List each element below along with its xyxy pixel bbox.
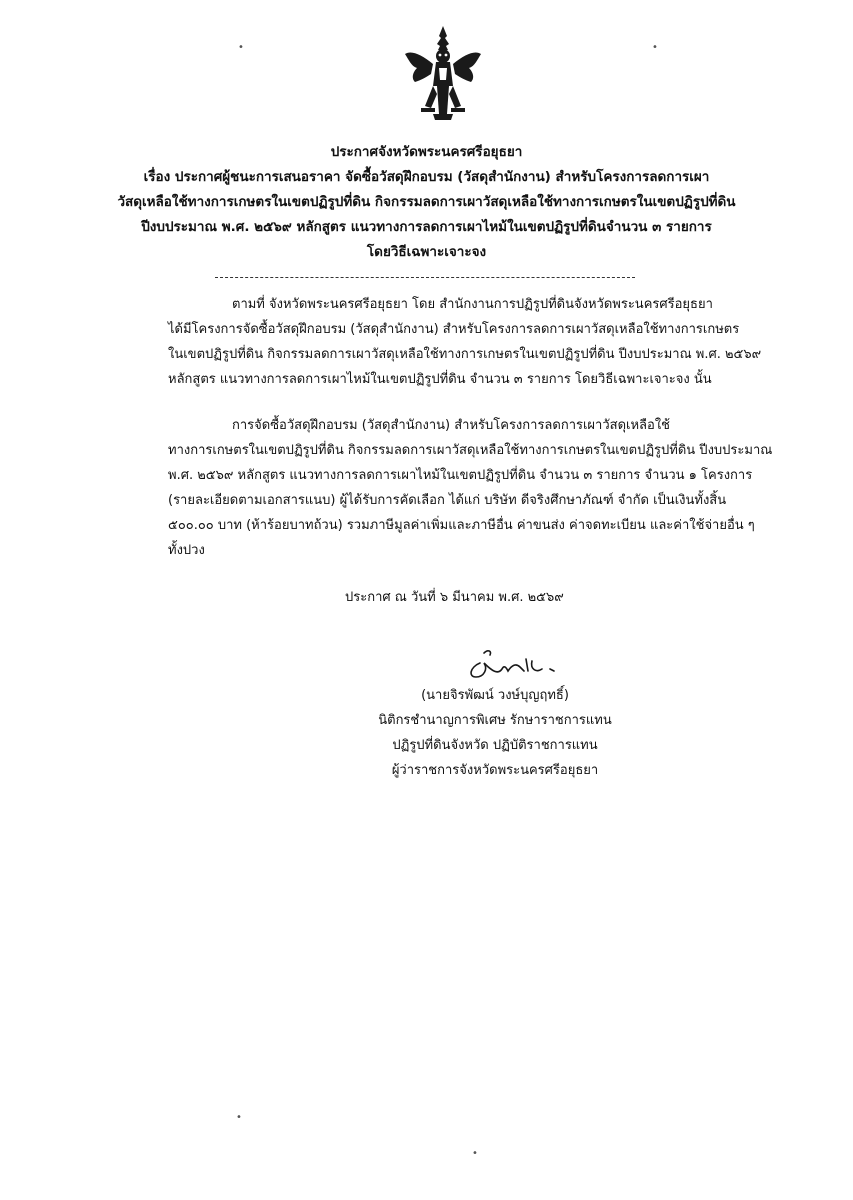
garuda-emblem-icon — [403, 24, 483, 122]
handwritten-signature — [462, 645, 572, 685]
signer-title: ปฏิรูปที่ดินจังหวัด ปฏิบัติราชการแทน — [392, 738, 598, 753]
signer-block — [330, 683, 660, 783]
scan-speck: • — [472, 1148, 478, 1159]
paragraph-line: หลักสูตร แนวทางการลดการเผาไหม้ในเขตปฏิรูปที่ดิน จำนวน ๓ รายการ โดยวิธีเฉพาะเจาะจง นั้น — [168, 372, 712, 387]
heading-subject-line: โดยวิธีเฉพาะเจาะจง — [366, 244, 487, 260]
paragraph-line: ในเขตปฏิรูปที่ดิน กิจกรรมลดการเผาวัสดุเหลือใช้ทางการเกษตรในเขตปฏิรูปที่ดิน ปีงบประมาณ พ.ศ. ๒๕๖๙ — [168, 347, 762, 362]
paragraph-line: การจัดซื้อวัสดุฝึกอบรม (วัสดุสำนักงาน) สำหรับโครงการลดการเผาวัสดุเหลือใช้ — [232, 418, 670, 433]
scan-speck: • — [652, 42, 658, 53]
announcement-heading — [60, 140, 793, 265]
heading-subject-line: ปีงบประมาณ พ.ศ. ๒๕๖๙ หลักสูตร แนวทางการลดการเผาไหม้ในเขตปฏิรูปที่ดินจำนวน ๓ รายการ — [141, 219, 712, 235]
paragraph-line: ได้มีโครงการจัดซื้อวัสดุฝึกอบรม (วัสดุสำนักงาน) สำหรับโครงการลดการเผาวัสดุเหลือใช้ทางการเกษตร — [168, 322, 740, 337]
paragraph-line: ตามที่ จังหวัดพระนครศรีอยุธยา โดย สำนักงานการปฏิรูปที่ดินจังหวัดพระนครศรีอยุธยา — [232, 297, 713, 312]
heading-subject-line: วัสดุเหลือใช้ทางการเกษตรในเขตปฏิรูปที่ดิน กิจกรรมลดการเผาวัสดุเหลือใช้ทางการเกษตรในเขตปฏิรูปที่ดิน — [117, 194, 736, 210]
heading-title: ประกาศจังหวัดพระนครศรีอยุธยา — [330, 144, 523, 160]
scan-speck: • — [236, 1112, 242, 1123]
paragraph-line: (รายละเอียดตามเอกสารแนบ) ผู้ได้รับการคัดเลือก ได้แก่ บริษัท ดีจริงศึกษาภัณฑ์ จำกัด เป็นเงินทั้งสิ้น — [168, 493, 727, 508]
body-paragraph-2 — [117, 413, 803, 563]
signer-title: นิติกรชำนาญการพิเศษ รักษาราชการแทน — [378, 713, 612, 728]
signer-name: (นายจิรพัฒน์ วงษ์บุญฤทธิ์) — [421, 688, 569, 703]
paragraph-line: ทางการเกษตรในเขตปฏิรูปที่ดิน กิจกรรมลดการเผาวัสดุเหลือใช้ทางการเกษตรในเขตปฏิรูปที่ดิน ปีงบประมาณ — [168, 443, 773, 458]
scan-speck: • — [238, 42, 244, 53]
body-paragraph-1 — [117, 292, 803, 392]
heading-subject-line: เรื่อง ประกาศผู้ชนะการเสนอราคา จัดซื้อวัสดุฝึกอบรม (วัสดุสำนักงาน) สำหรับโครงการลดการเผา — [143, 169, 710, 185]
signer-title: ผู้ว่าราชการจังหวัดพระนครศรีอยุธยา — [391, 763, 599, 778]
paragraph-line: ๕๐๐.๐๐ บาท (ห้าร้อยบาทถ้วน) รวมภาษีมูลค่าเพิ่มและภาษีอื่น ค่าขนส่ง ค่าจดทะเบียน และค่าใช้จ่ายอื่น ๆ — [168, 518, 755, 533]
separator-line — [215, 277, 635, 278]
paragraph-line: ทั้งปวง — [168, 543, 205, 558]
paragraph-line: พ.ศ. ๒๕๖๙ หลักสูตร แนวทางการลดการเผาไหม้ในเขตปฏิรูปที่ดิน จำนวน ๓ รายการ จำนวน ๑ โครงการ — [168, 468, 753, 483]
announcement-date: ประกาศ ณ วันที่ ๖ มีนาคม พ.ศ. ๒๕๖๙ — [345, 590, 564, 605]
